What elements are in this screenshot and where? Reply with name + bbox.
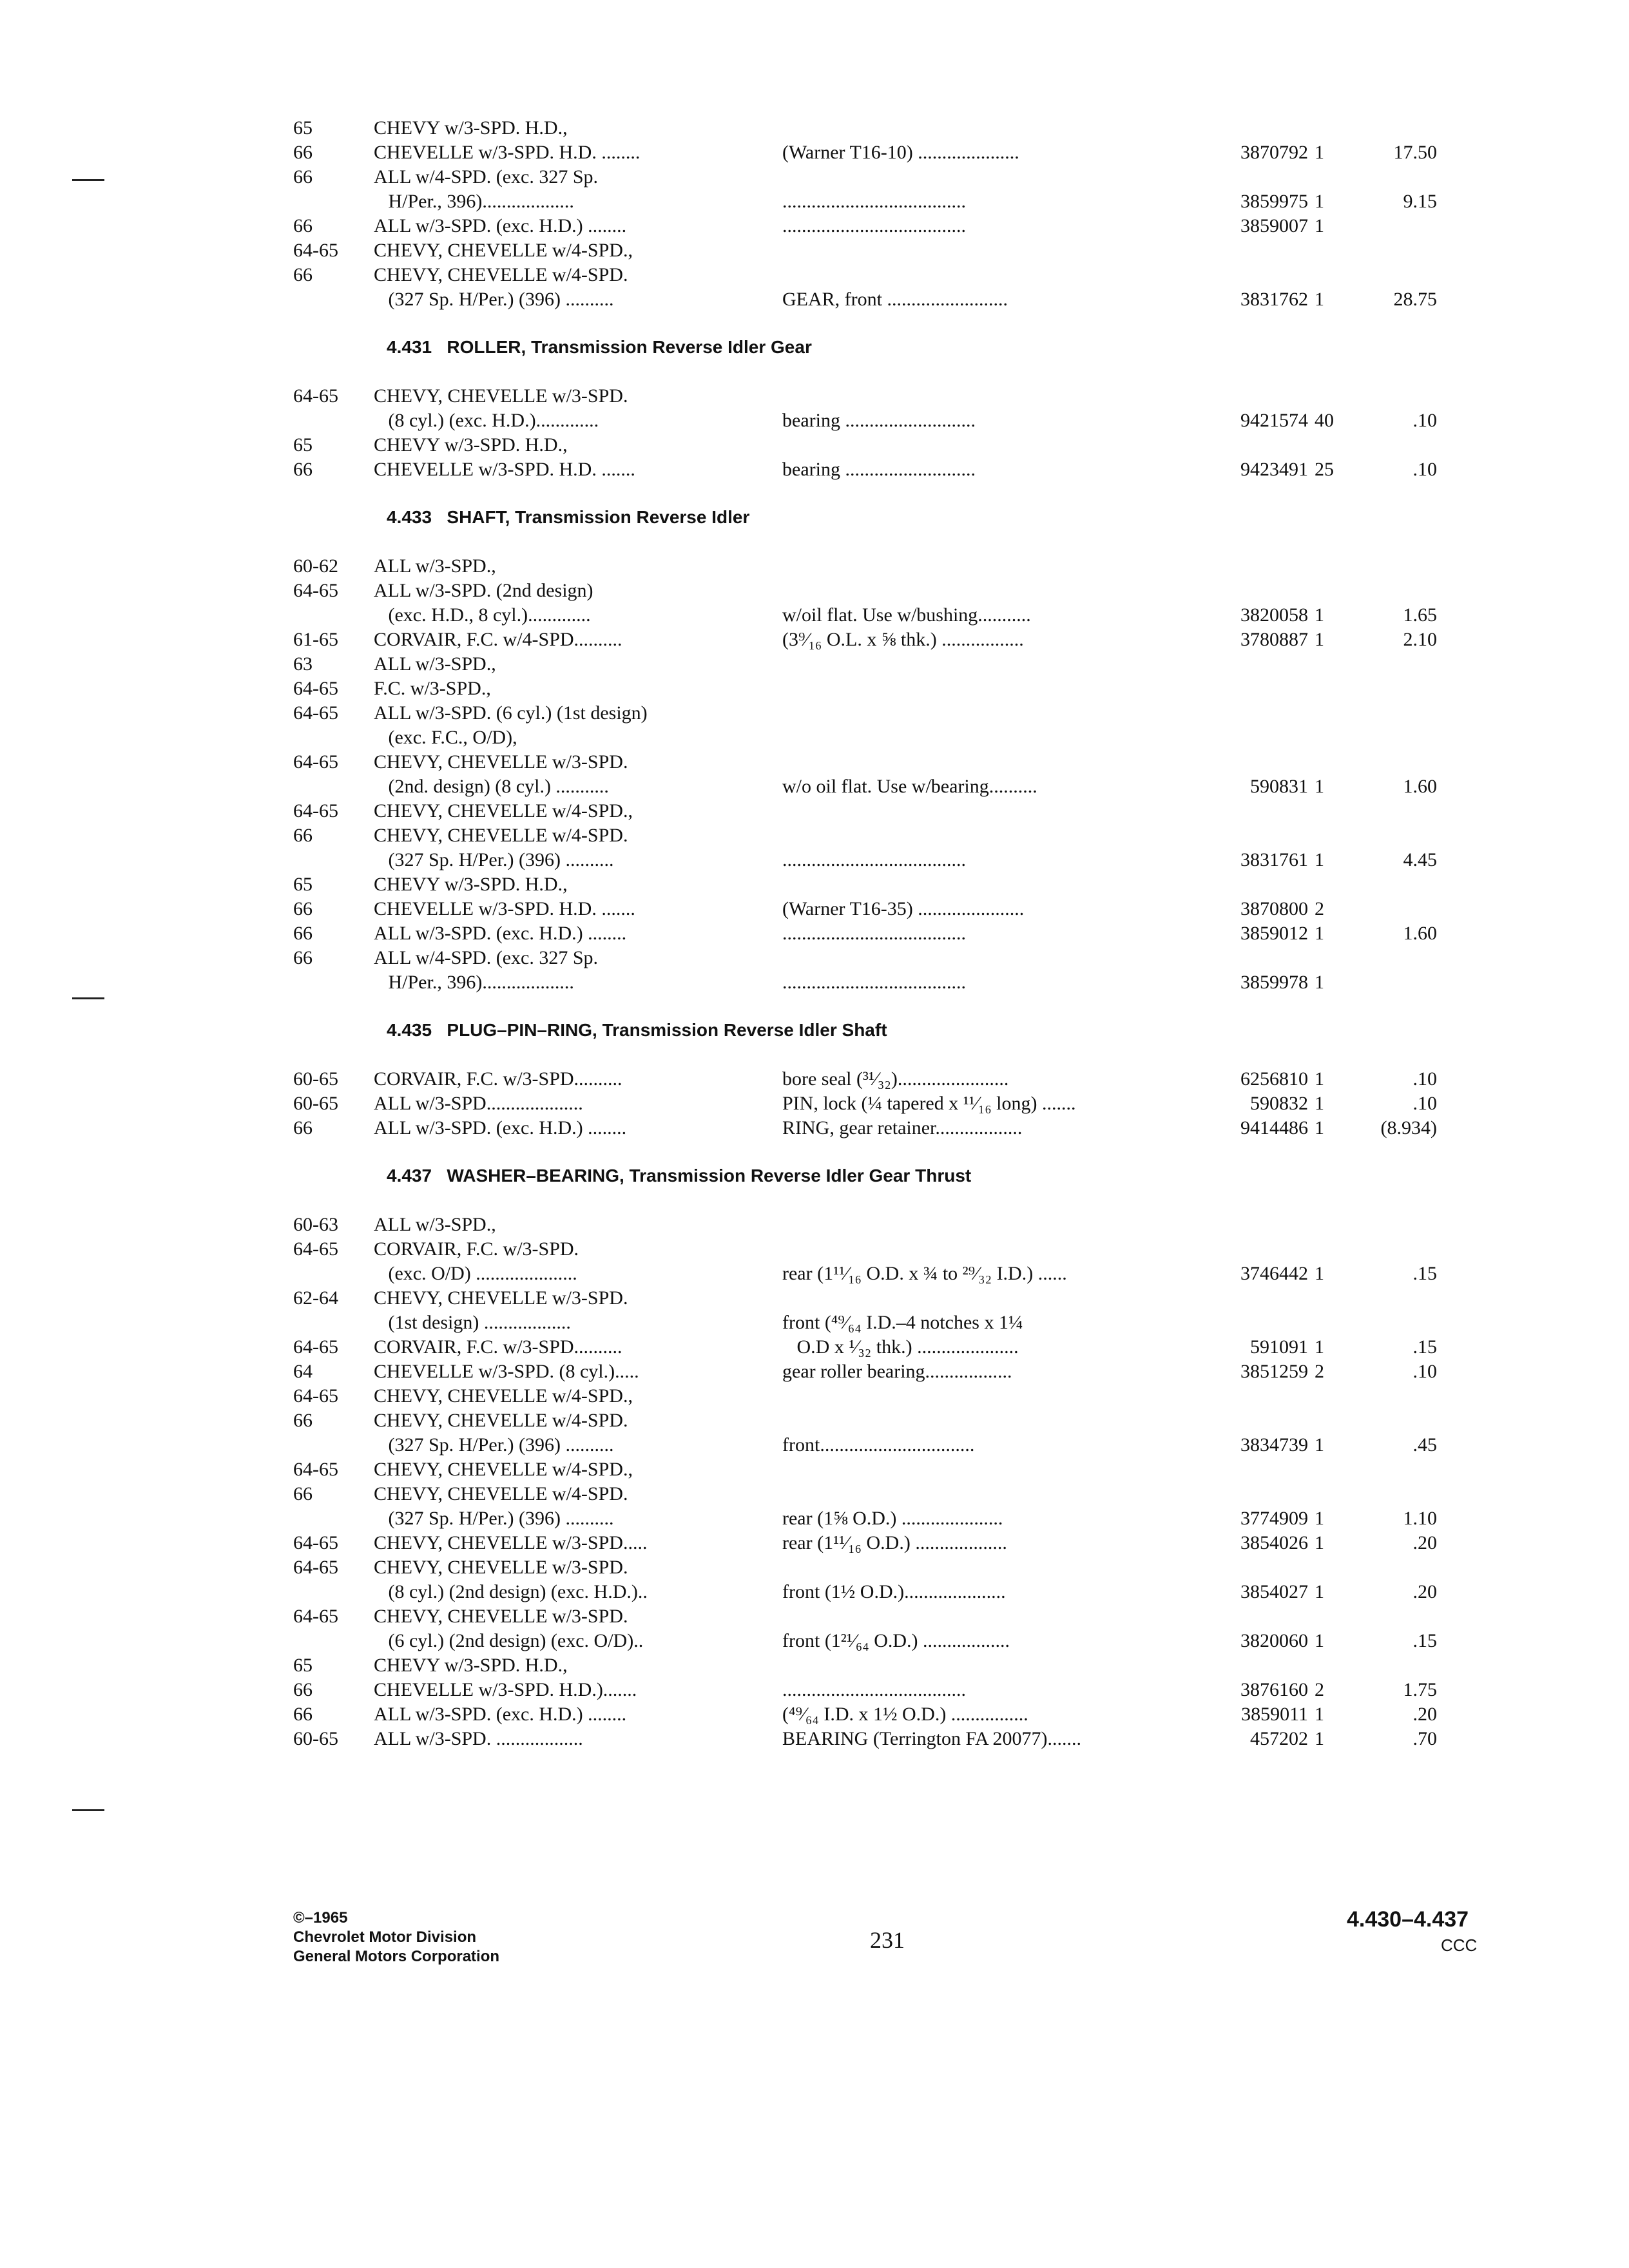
description-cell: ...................................... (782, 215, 966, 236)
quantity-cell: 1 (1315, 1581, 1324, 1602)
model-cell: CHEVY, CHEVELLE w/4-SPD. (374, 1410, 628, 1431)
year-cell: 64-65 (293, 1336, 338, 1358)
price-cell: .10 (1412, 1093, 1437, 1114)
model-cell: H/Per., 396)................... (374, 972, 574, 993)
part-number-cell: 590832 (1250, 1093, 1308, 1114)
copyright-corporation: General Motors Corporation (293, 1948, 500, 1965)
model-cell: (327 Sp. H/Per.) (396) .......... (374, 849, 614, 870)
year-cell: 66 (293, 898, 313, 919)
quantity-cell: 2 (1315, 1361, 1324, 1382)
description-cell: (⁴⁹⁄₆₄ I.D. x 1½ O.D.) ................ (782, 1704, 1028, 1725)
model-cell: (8 cyl.) (2nd design) (exc. H.D.).. (374, 1581, 648, 1602)
model-cell: CHEVELLE w/3-SPD. H.D. ........ (374, 142, 641, 163)
description-cell: O.D x ¹⁄₃₂ thk.) ..................... (782, 1336, 1019, 1358)
model-cell: ALL w/3-SPD. (exc. H.D.) ........ (374, 1117, 627, 1139)
quantity-cell: 1 (1315, 1434, 1324, 1456)
part-number-cell: 3820060 (1240, 1630, 1308, 1651)
part-number-cell: 457202 (1250, 1728, 1308, 1749)
part-number-cell: 3831762 (1240, 289, 1308, 310)
quantity-cell: 1 (1315, 604, 1324, 626)
year-cell: 62-64 (293, 1287, 338, 1309)
model-cell: ALL w/3-SPD., (374, 555, 496, 577)
part-number-cell: 9414486 (1240, 1117, 1308, 1139)
year-cell: 66 (293, 1679, 313, 1700)
year-cell: 60-63 (293, 1214, 338, 1235)
model-cell: CORVAIR, F.C. w/3-SPD. (374, 1238, 579, 1260)
quantity-cell: 1 (1315, 1532, 1324, 1553)
quantity-cell: 1 (1315, 849, 1324, 870)
year-cell: 64-65 (293, 678, 338, 699)
model-cell: ALL w/3-SPD. (exc. H.D.) ........ (374, 1704, 627, 1725)
model-cell: H/Per., 396)................... (374, 191, 574, 212)
model-cell: CHEVY, CHEVELLE w/4-SPD. (374, 1483, 628, 1504)
quantity-cell: 1 (1315, 1068, 1324, 1090)
description-cell: rear (1⅝ O.D.) ..................... (782, 1508, 1003, 1529)
description-cell: (3⁹⁄₁₆ O.L. x ⅝ thk.) ................. (782, 629, 1024, 650)
copyright-division: Chevrolet Motor Division (293, 1928, 477, 1946)
quantity-cell: 1 (1315, 1093, 1324, 1114)
year-cell: 64-65 (293, 1459, 338, 1480)
price-cell: (8.934) (1380, 1117, 1437, 1139)
description-cell: bearing ........................... (782, 459, 976, 480)
year-cell: 64-65 (293, 1557, 338, 1578)
price-cell: 1.75 (1403, 1679, 1437, 1700)
section-heading: 4.435 PLUG–PIN–RING, Transmission Reverse Idler Shaft (387, 1020, 887, 1040)
price-cell: .15 (1412, 1336, 1437, 1358)
price-cell: .70 (1412, 1728, 1437, 1749)
model-cell: CHEVY, CHEVELLE w/3-SPD. (374, 1606, 628, 1627)
price-cell: .10 (1412, 410, 1437, 431)
model-cell: ALL w/3-SPD. .................. (374, 1728, 583, 1749)
copyright-block (293, 1908, 499, 1966)
price-cell: .45 (1412, 1434, 1437, 1456)
part-number-cell: 3774909 (1240, 1508, 1308, 1529)
description-cell: ...................................... (782, 923, 966, 944)
model-cell: CHEVELLE w/3-SPD. (8 cyl.)..... (374, 1361, 639, 1382)
model-cell: CHEVY w/3-SPD. H.D., (374, 434, 568, 456)
year-cell: 66 (293, 825, 313, 846)
part-number-cell: 590831 (1250, 776, 1308, 797)
price-cell: .15 (1412, 1630, 1437, 1651)
part-number-cell: 3859975 (1240, 191, 1308, 212)
description-cell: PIN, lock (¼ tapered x ¹¹⁄₁₆ long) ....... (782, 1093, 1076, 1114)
part-number-cell: 3859012 (1240, 923, 1308, 944)
model-cell: CHEVY, CHEVELLE w/4-SPD., (374, 240, 633, 261)
model-cell: ALL w/4-SPD. (exc. 327 Sp. (374, 947, 599, 968)
model-cell: CORVAIR, F.C. w/3-SPD.......... (374, 1068, 622, 1090)
model-cell: CHEVY, CHEVELLE w/3-SPD. (374, 751, 628, 773)
model-cell: (327 Sp. H/Per.) (396) .......... (374, 1508, 614, 1529)
description-cell: rear (1¹¹⁄₁₆ O.D.) ................... (782, 1532, 1007, 1553)
price-cell: 28.75 (1393, 289, 1437, 310)
year-cell: 65 (293, 874, 313, 895)
year-cell: 64 (293, 1361, 313, 1382)
part-number-cell: 3859007 (1240, 215, 1308, 236)
quantity-cell: 1 (1315, 1508, 1324, 1529)
model-cell: CHEVY w/3-SPD. H.D., (374, 1655, 568, 1676)
quantity-cell: 1 (1315, 923, 1324, 944)
quantity-cell: 1 (1315, 1630, 1324, 1651)
quantity-cell: 1 (1315, 629, 1324, 650)
year-cell: 64-65 (293, 702, 338, 724)
model-cell: ALL w/3-SPD. (exc. H.D.) ........ (374, 215, 627, 236)
description-cell: ...................................... (782, 849, 966, 870)
part-number-cell: 9421574 (1240, 410, 1308, 431)
part-number-cell: 3780887 (1240, 629, 1308, 650)
model-cell: CHEVY w/3-SPD. H.D., (374, 874, 568, 895)
model-cell: CHEVY, CHEVELLE w/4-SPD., (374, 800, 633, 822)
year-cell: 64-65 (293, 1385, 338, 1407)
model-cell: (327 Sp. H/Per.) (396) .......... (374, 1434, 614, 1456)
year-cell: 66 (293, 264, 313, 285)
price-cell: .10 (1412, 1361, 1437, 1382)
model-cell: (2nd. design) (8 cyl.) ........... (374, 776, 609, 797)
part-number-cell: 3834739 (1240, 1434, 1308, 1456)
model-cell: (6 cyl.) (2nd design) (exc. O/D).. (374, 1630, 644, 1651)
model-cell: CHEVELLE w/3-SPD. H.D. ....... (374, 459, 635, 480)
model-cell: ALL w/3-SPD. (2nd design) (374, 580, 593, 601)
price-cell: 1.10 (1403, 1508, 1437, 1529)
price-cell: .20 (1412, 1581, 1437, 1602)
quantity-cell: 1 (1315, 191, 1324, 212)
price-cell: .10 (1412, 1068, 1437, 1090)
section-heading: 4.437 WASHER–BEARING, Transmission Reverse Idler Gear Thrust (387, 1166, 972, 1186)
model-cell: CHEVELLE w/3-SPD. H.D. ....... (374, 898, 635, 919)
year-cell: 60-65 (293, 1068, 338, 1090)
description-cell: RING, gear retainer.................. (782, 1117, 1023, 1139)
part-number-cell: 3876160 (1240, 1679, 1308, 1700)
model-cell: CORVAIR, F.C. w/4-SPD.......... (374, 629, 622, 650)
year-cell: 60-65 (293, 1728, 338, 1749)
quantity-cell: 1 (1315, 1336, 1324, 1358)
quantity-cell: 1 (1315, 142, 1324, 163)
year-cell: 66 (293, 215, 313, 236)
description-cell: front (1²¹⁄₆₄ O.D.) .................. (782, 1630, 1010, 1651)
model-cell: CHEVY, CHEVELLE w/3-SPD. (374, 1557, 628, 1578)
year-cell: 64-65 (293, 1606, 338, 1627)
model-cell: ALL w/4-SPD. (exc. 327 Sp. (374, 166, 599, 187)
model-cell: ALL w/3-SPD.................... (374, 1093, 583, 1114)
description-cell: (Warner T16-10) ..................... (782, 142, 1019, 163)
quantity-cell: 40 (1315, 410, 1334, 431)
price-cell: 17.50 (1393, 142, 1437, 163)
price-cell: 9.15 (1403, 191, 1437, 212)
model-cell: CHEVY, CHEVELLE w/4-SPD. (374, 264, 628, 285)
year-cell: 66 (293, 459, 313, 480)
quantity-cell: 1 (1315, 215, 1324, 236)
part-number-cell: 3820058 (1240, 604, 1308, 626)
description-cell: (Warner T16-35) ...................... (782, 898, 1025, 919)
copyright-year: ©–1965 (293, 1909, 348, 1927)
model-cell: CHEVY, CHEVELLE w/4-SPD. (374, 825, 628, 846)
year-cell: 66 (293, 1410, 313, 1431)
model-cell: CHEVELLE w/3-SPD. H.D.)....... (374, 1679, 637, 1700)
price-cell: .15 (1412, 1263, 1437, 1284)
description-cell: bearing ........................... (782, 410, 976, 431)
description-cell: front (1½ O.D.)..................... (782, 1581, 1006, 1602)
model-cell: (8 cyl.) (exc. H.D.)............. (374, 410, 599, 431)
description-cell: rear (1¹¹⁄₁₆ O.D. x ¾ to ²⁹⁄₃₂ I.D.) ...... (782, 1263, 1067, 1284)
model-cell: ALL w/3-SPD. (exc. H.D.) ........ (374, 923, 627, 944)
description-cell: ...................................... (782, 1679, 966, 1700)
model-cell: (exc. F.C., O/D), (374, 727, 517, 748)
description-cell: w/o oil flat. Use w/bearing.......... (782, 776, 1037, 797)
price-cell: 1.65 (1403, 604, 1437, 626)
model-cell: CHEVY, CHEVELLE w/3-SPD. (374, 385, 628, 407)
margin-mark (72, 179, 104, 181)
year-cell: 66 (293, 1483, 313, 1504)
description-cell: w/oil flat. Use w/bushing........... (782, 604, 1031, 626)
year-cell: 63 (293, 653, 313, 675)
year-cell: 60-62 (293, 555, 338, 577)
year-cell: 65 (293, 117, 313, 139)
model-cell: CHEVY, CHEVELLE w/3-SPD. (374, 1287, 628, 1309)
model-cell: CHEVY, CHEVELLE w/4-SPD., (374, 1385, 633, 1407)
description-cell: BEARING (Terrington FA 20077)....... (782, 1728, 1081, 1749)
quantity-cell: 1 (1315, 1117, 1324, 1139)
year-cell: 64-65 (293, 751, 338, 773)
model-cell: CHEVY, CHEVELLE w/4-SPD., (374, 1459, 633, 1480)
description-cell: front (⁴⁹⁄₆₄ I.D.–4 notches x 1¼ (782, 1312, 1023, 1333)
model-cell: (1st design) .................. (374, 1312, 571, 1333)
margin-mark (72, 997, 104, 999)
section-heading: 4.433 SHAFT, Transmission Reverse Idler (387, 507, 750, 527)
year-cell: 66 (293, 142, 313, 163)
section-range: 4.430–4.437 (1347, 1907, 1469, 1932)
quantity-cell: 1 (1315, 1263, 1324, 1284)
part-number-cell: 6256810 (1240, 1068, 1308, 1090)
part-number-cell: 3854026 (1240, 1532, 1308, 1553)
year-cell: 64-65 (293, 1238, 338, 1260)
part-number-cell: 3859978 (1240, 972, 1308, 993)
model-cell: CHEVY, CHEVELLE w/3-SPD..... (374, 1532, 648, 1553)
description-cell: ...................................... (782, 972, 966, 993)
model-cell: ALL w/3-SPD., (374, 1214, 496, 1235)
year-cell: 64-65 (293, 1532, 338, 1553)
section-heading: 4.431 ROLLER, Transmission Reverse Idler Gear (387, 337, 812, 357)
quantity-cell: 2 (1315, 1679, 1324, 1700)
model-cell: (exc. O/D) ..................... (374, 1263, 577, 1284)
quantity-cell: 1 (1315, 776, 1324, 797)
description-cell: bore seal (³¹⁄₃₂)....................... (782, 1068, 1009, 1090)
part-number-cell: 3870792 (1240, 142, 1308, 163)
description-cell: gear roller bearing.................. (782, 1361, 1012, 1382)
quantity-cell: 1 (1315, 972, 1324, 993)
model-cell: ALL w/3-SPD., (374, 653, 496, 675)
part-number-cell: 3854027 (1240, 1581, 1308, 1602)
year-cell: 65 (293, 1655, 313, 1676)
price-cell: .10 (1412, 459, 1437, 480)
model-cell: CHEVY w/3-SPD. H.D., (374, 117, 568, 139)
year-cell: 64-65 (293, 800, 338, 822)
model-cell: F.C. w/3-SPD., (374, 678, 491, 699)
part-number-cell: 3831761 (1240, 849, 1308, 870)
year-cell: 60-65 (293, 1093, 338, 1114)
year-cell: 64-65 (293, 240, 338, 261)
year-cell: 64-65 (293, 385, 338, 407)
year-cell: 66 (293, 166, 313, 187)
part-number-cell: 3870800 (1240, 898, 1308, 919)
quantity-cell: 1 (1315, 1704, 1324, 1725)
price-cell: 4.45 (1403, 849, 1437, 870)
description-cell: GEAR, front ......................... (782, 289, 1008, 310)
quantity-cell: 1 (1315, 1728, 1324, 1749)
price-cell: .20 (1412, 1704, 1437, 1725)
model-cell: (exc. H.D., 8 cyl.)............. (374, 604, 591, 626)
year-cell: 66 (293, 947, 313, 968)
catalog-code: CCC (1441, 1936, 1478, 1955)
page-number: 231 (870, 1927, 905, 1953)
price-cell: .20 (1412, 1532, 1437, 1553)
part-number-cell: 3851259 (1240, 1361, 1308, 1382)
quantity-cell: 1 (1315, 289, 1324, 310)
quantity-cell: 2 (1315, 898, 1324, 919)
price-cell: 1.60 (1403, 923, 1437, 944)
description-cell: ...................................... (782, 191, 966, 212)
part-number-cell: 3859011 (1241, 1704, 1308, 1725)
part-number-cell: 591091 (1250, 1336, 1308, 1358)
part-number-cell: 3746442 (1240, 1263, 1308, 1284)
year-cell: 66 (293, 1704, 313, 1725)
margin-mark (72, 1809, 104, 1811)
year-cell: 64-65 (293, 580, 338, 601)
year-cell: 66 (293, 1117, 313, 1139)
model-cell: ALL w/3-SPD. (6 cyl.) (1st design) (374, 702, 648, 724)
description-cell: front................................ (782, 1434, 975, 1456)
model-cell: (327 Sp. H/Per.) (396) .......... (374, 289, 614, 310)
year-cell: 66 (293, 923, 313, 944)
price-cell: 1.60 (1403, 776, 1437, 797)
quantity-cell: 25 (1315, 459, 1334, 480)
part-number-cell: 9423491 (1240, 459, 1308, 480)
model-cell: CORVAIR, F.C. w/3-SPD.......... (374, 1336, 622, 1358)
year-cell: 65 (293, 434, 313, 456)
year-cell: 61-65 (293, 629, 338, 650)
price-cell: 2.10 (1403, 629, 1437, 650)
